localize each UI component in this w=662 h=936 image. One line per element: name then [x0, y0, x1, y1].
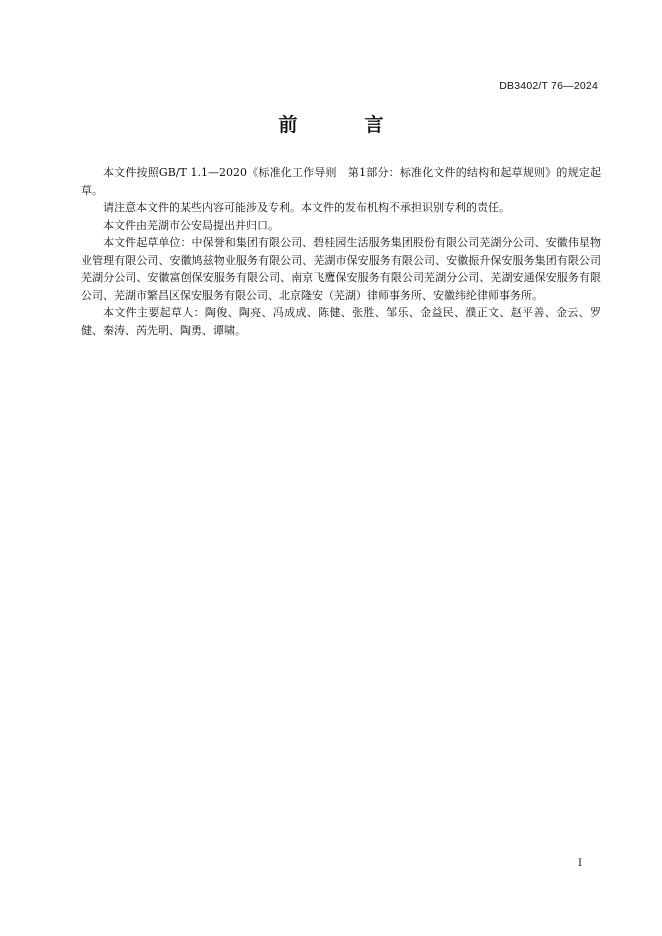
foreword-body	[81, 164, 601, 339]
paragraph-drafting-rules: 本文件按照GB/T 1.1—2020《标准化工作导则 第1部分：标准化文件的结构和起草规则》的规定起草。	[81, 166, 601, 197]
paragraph-patent-notice: 请注意本文件的某些内容可能涉及专利。本文件的发布机构不承担识别专利的责任。	[103, 201, 510, 214]
page-number: I	[578, 858, 582, 869]
paragraph-proposer: 本文件由芜湖市公安局提出并归口。	[103, 218, 279, 232]
page-title: 前 言	[278, 114, 408, 136]
paragraph-drafting-units: 本文件起草单位：中保誉和集团有限公司、碧桂园生活服务集团股份有限公司芜湖分公司、安徽伟星物业管理有限公司、安徽鸠兹物业服务有限公司、芜湖市保安服务有限公司、安徽振升保安服务集团有限公司芜湖分公司、安徽富创保安服务有限公司、南京飞鹰保安服务有限公司芜湖分公司、芜湖安通保安服务有限公司、芜湖市繁昌区保安服务有限公司、北京隆安（芜湖）律师事务所、安徽纬纶律师事务所。	[81, 236, 601, 302]
paragraph-drafters: 本文件主要起草人：陶俊、陶亮、冯成成、陈健、张胜、邹乐、金益民、濮正文、赵平善、金云、罗健、秦涛、芮先明、陶勇、谭啸。	[81, 306, 601, 337]
document-code: DB3402/T 76—2024	[499, 80, 598, 92]
